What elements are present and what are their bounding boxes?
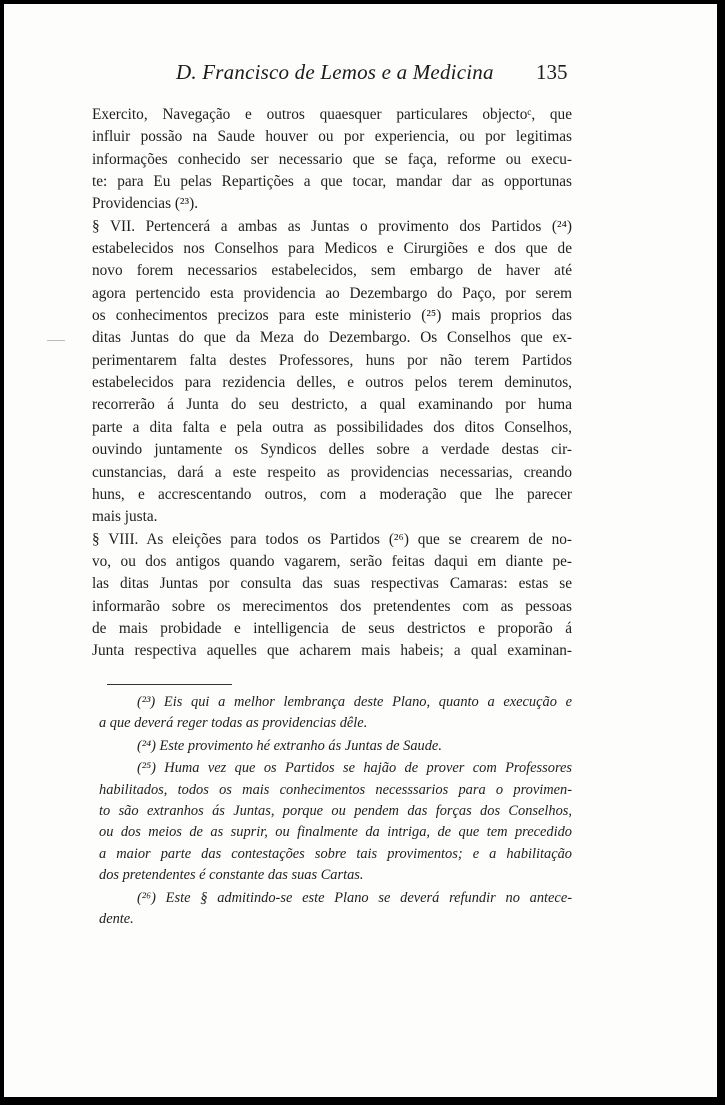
running-title: D. Francisco de Lemos e a Medicina — [176, 60, 494, 84]
body-line: ouvindo juntamente os Syndicos delles sobre a verdade destas cir- — [92, 441, 572, 459]
footnote-line: dos pretendentes é constante das suas Cartas. — [99, 867, 364, 884]
body-text — [92, 104, 572, 663]
body-line: § VIII. As eleições para todos os Partidos (²⁶) que se crearem de no- — [92, 530, 572, 548]
footnote-rule — [107, 684, 232, 685]
footnote-line: habilitados, todos os mais conhecimentos necesssarios para o provimen- — [99, 781, 572, 798]
margin-mark — [47, 340, 65, 341]
body-line: perimentarem falta destes Professores, huns por não terem Partidos — [92, 351, 572, 369]
body-line: informações conhecido ser necessario que se faça, reforme ou execu- — [92, 150, 572, 168]
body-line: las ditas Juntas por consulta das suas respectivas Camaras: estas se — [92, 575, 572, 593]
footnote-line: a maior parte das contestações sobre tais provimentos; e a habilitação — [99, 845, 572, 862]
body-line: vo, ou dos antigos quando vagarem, serão feitas daqui em diante pe- — [92, 552, 572, 570]
footnote-line: (²⁶) Este § admitindo-se este Plano se deverá refundir no antece- — [137, 889, 572, 906]
body-line: ditas Juntas do que da Meza do Dezembargo. Os Conselhos que ex- — [92, 329, 572, 347]
footnote-25 — [99, 758, 572, 886]
footnote-line: ou dos meios de as suprir, ou finalmente da intriga, de que tem precedido — [99, 824, 572, 841]
body-line: cunstancias, dará a este respeito as providencias necessarias, creando — [92, 463, 572, 481]
body-line: influir possão na Saude houver ou por experiencia, ou por legitimas — [92, 128, 572, 146]
body-line: § VII. Pertencerá a ambas as Juntas o provimento dos Partidos (²⁴) — [92, 217, 572, 235]
footnotes — [99, 692, 572, 930]
body-line: novo forem necessarios estabelecidos, sem embargo de haver até — [92, 262, 572, 280]
body-line: Exercito, Navegação e outros quaesquer particulares objectoᶜ, que — [92, 106, 572, 123]
body-line: informarão sobre os merecimentos dos pretendentes com as pessoas — [92, 597, 572, 615]
body-line: de mais probidade e intelligencia de seus destrictos e proporão á — [92, 619, 572, 637]
body-line: mais justa. — [92, 508, 158, 526]
footnote-line: (²⁵) Huma vez que os Partidos se hajão de prover com Professores — [137, 760, 572, 777]
body-line: te: para Eu pelas Repartições a que tocar, mandar dar as opportunas — [92, 173, 572, 191]
footnote-line: dente. — [99, 910, 134, 927]
body-line: os conhecimentos precizos para este ministerio (²⁵) mais proprios das — [92, 307, 572, 325]
body-line: estabelecidos nos Conselhos para Medicos e Cirurgiões e dos que de — [92, 240, 572, 258]
footnote-26 — [99, 888, 572, 931]
body-line: agora pertencido esta providencia ao Dezembargo do Paço, por serem — [92, 284, 572, 302]
footnote-24 — [99, 736, 572, 757]
footnote-line: a que deverá reger todas as providencias dêle. — [99, 715, 368, 732]
footnote-line: (²⁴) Este provimento hé extranho ás Juntas de Saude. — [137, 737, 442, 754]
body-line: recorrerão á Junta do seu destricto, a qual examinando por huma — [92, 396, 572, 414]
body-line: Junta respectiva aquelles que acharem mais habeis; a qual examinan- — [92, 642, 572, 660]
body-line: Providencias (²³). — [92, 195, 199, 213]
body-line: estabelecidos para rezidencia delles, e outros pelos terem deminutos, — [92, 374, 572, 392]
body-line: parte a dita falta e pela outra as possibilidades dos ditos Conselhos, — [92, 418, 572, 436]
page-header — [4, 60, 717, 90]
footnote-line: (²³) Eis qui a melhor lembrança deste Plano, quanto a execução e — [137, 694, 572, 710]
footnote-23 — [99, 692, 572, 735]
footnote-line: to são extranhos ás Juntas, porque ou pendem das forças dos Conselhos, — [99, 802, 572, 819]
page-number: 135 — [536, 60, 568, 84]
book-page — [4, 4, 717, 1097]
body-line: huns, e accrescentando outros, com a moderação que lhe parecer — [92, 485, 572, 503]
